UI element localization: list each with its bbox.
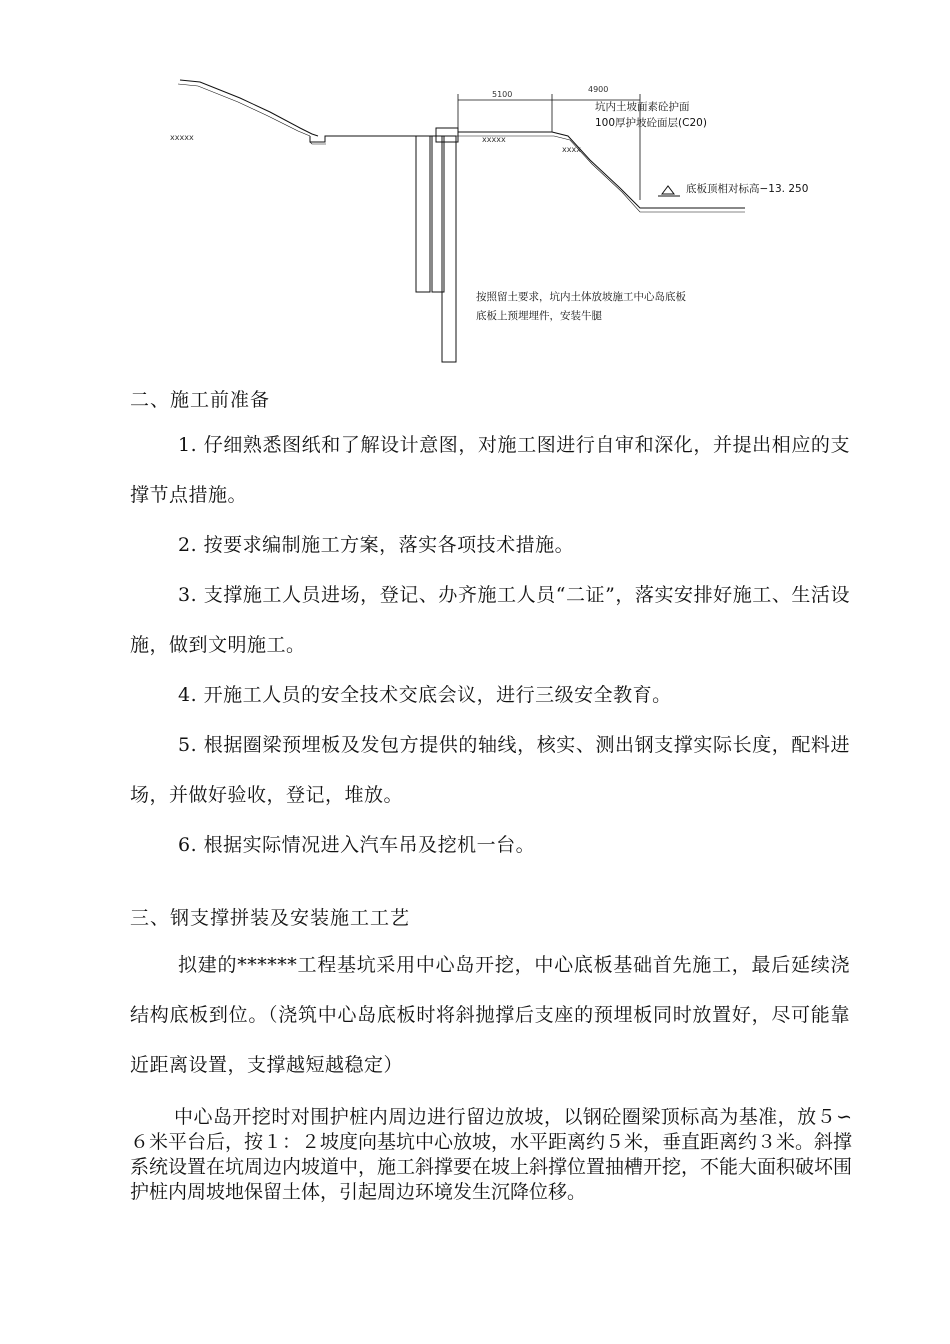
dim-right: 4900 (588, 85, 609, 94)
section2-title: 二、施工前准备 (130, 389, 271, 411)
section2-item-4: 4. 开施工人员的安全技术交底会议，进行三级安全教育。 (178, 684, 672, 706)
note-bottom-2: 底板上预埋埋件，安装牛腿 (476, 310, 602, 322)
note-elevation: 底板顶相对标高−13. 250 (686, 183, 809, 195)
soil-hatch-mid: xxxxx (482, 135, 506, 144)
dim-left: 5100 (492, 90, 513, 99)
section-drawing-svg (150, 70, 830, 370)
section2-item-2: 2. 按要求编制施工方案，落实各项技术措施。 (178, 534, 575, 556)
soil-hatch-left: xxxxx (170, 133, 194, 142)
note-surface-1: 坑内土坡面素砼护面 (595, 101, 690, 113)
section3-para-1: 拟建的******工程基坑采用中心岛开挖，中心底板基础首先施工，最后延续浇结构底板到位。（浇筑中心岛底板时将斜抛撑后支座的预埋板同时放置好，尽可能靠近距离设置，支撑越短越稳定） (130, 954, 850, 1076)
note-surface-2: 100厚护坡砼面层(C20) (595, 117, 707, 129)
section2-item-5: 5. 根据圈梁预埋板及发包方提供的轴线，核实、测出钢支撑实际长度，配料进场，并做好验收，登记，堆放。 (130, 734, 850, 806)
note-bottom-1: 按照留土要求，坑内土体放坡施工中心岛底板 (476, 291, 686, 303)
elevation-marker-icon (658, 186, 680, 196)
inner-slope (552, 132, 745, 212)
section2-item-1: 1. 仔细熟悉图纸和了解设计意图，对施工图进行自审和深化，并提出相应的支撑节点措施。 (130, 434, 850, 506)
left-slope (178, 80, 440, 144)
soil-hatch-slope: xxxx (562, 145, 581, 154)
section3-para-2: 中心岛开挖时对围护桩内周边进行留边放坡，以钢砼圈梁顶标高为基准，放５∽６米平台后，按１：２坡度向基坑中心放坡，水平距离约５米，垂直距离约３米。斜撑系统设置在坑周边内坡道中，施工斜撑要在坡上斜撑位置抽槽开挖，不能大面积破坏围护桩内周坡地保留土体，引起周边环境发生沉降位移。 (130, 1106, 853, 1203)
section-drawing (150, 70, 830, 370)
section2-item-6: 6. 根据实际情况进入汽车吊及挖机一台。 (178, 834, 536, 856)
section2-item-3: 3. 支撑施工人员进场，登记、办齐施工人员“二证”，落实安排好施工、生活设施，做到文明施工。 (130, 584, 850, 656)
retaining-piles (416, 128, 458, 362)
section3-title: 三、钢支撑拼装及安装施工工艺 (130, 907, 411, 929)
